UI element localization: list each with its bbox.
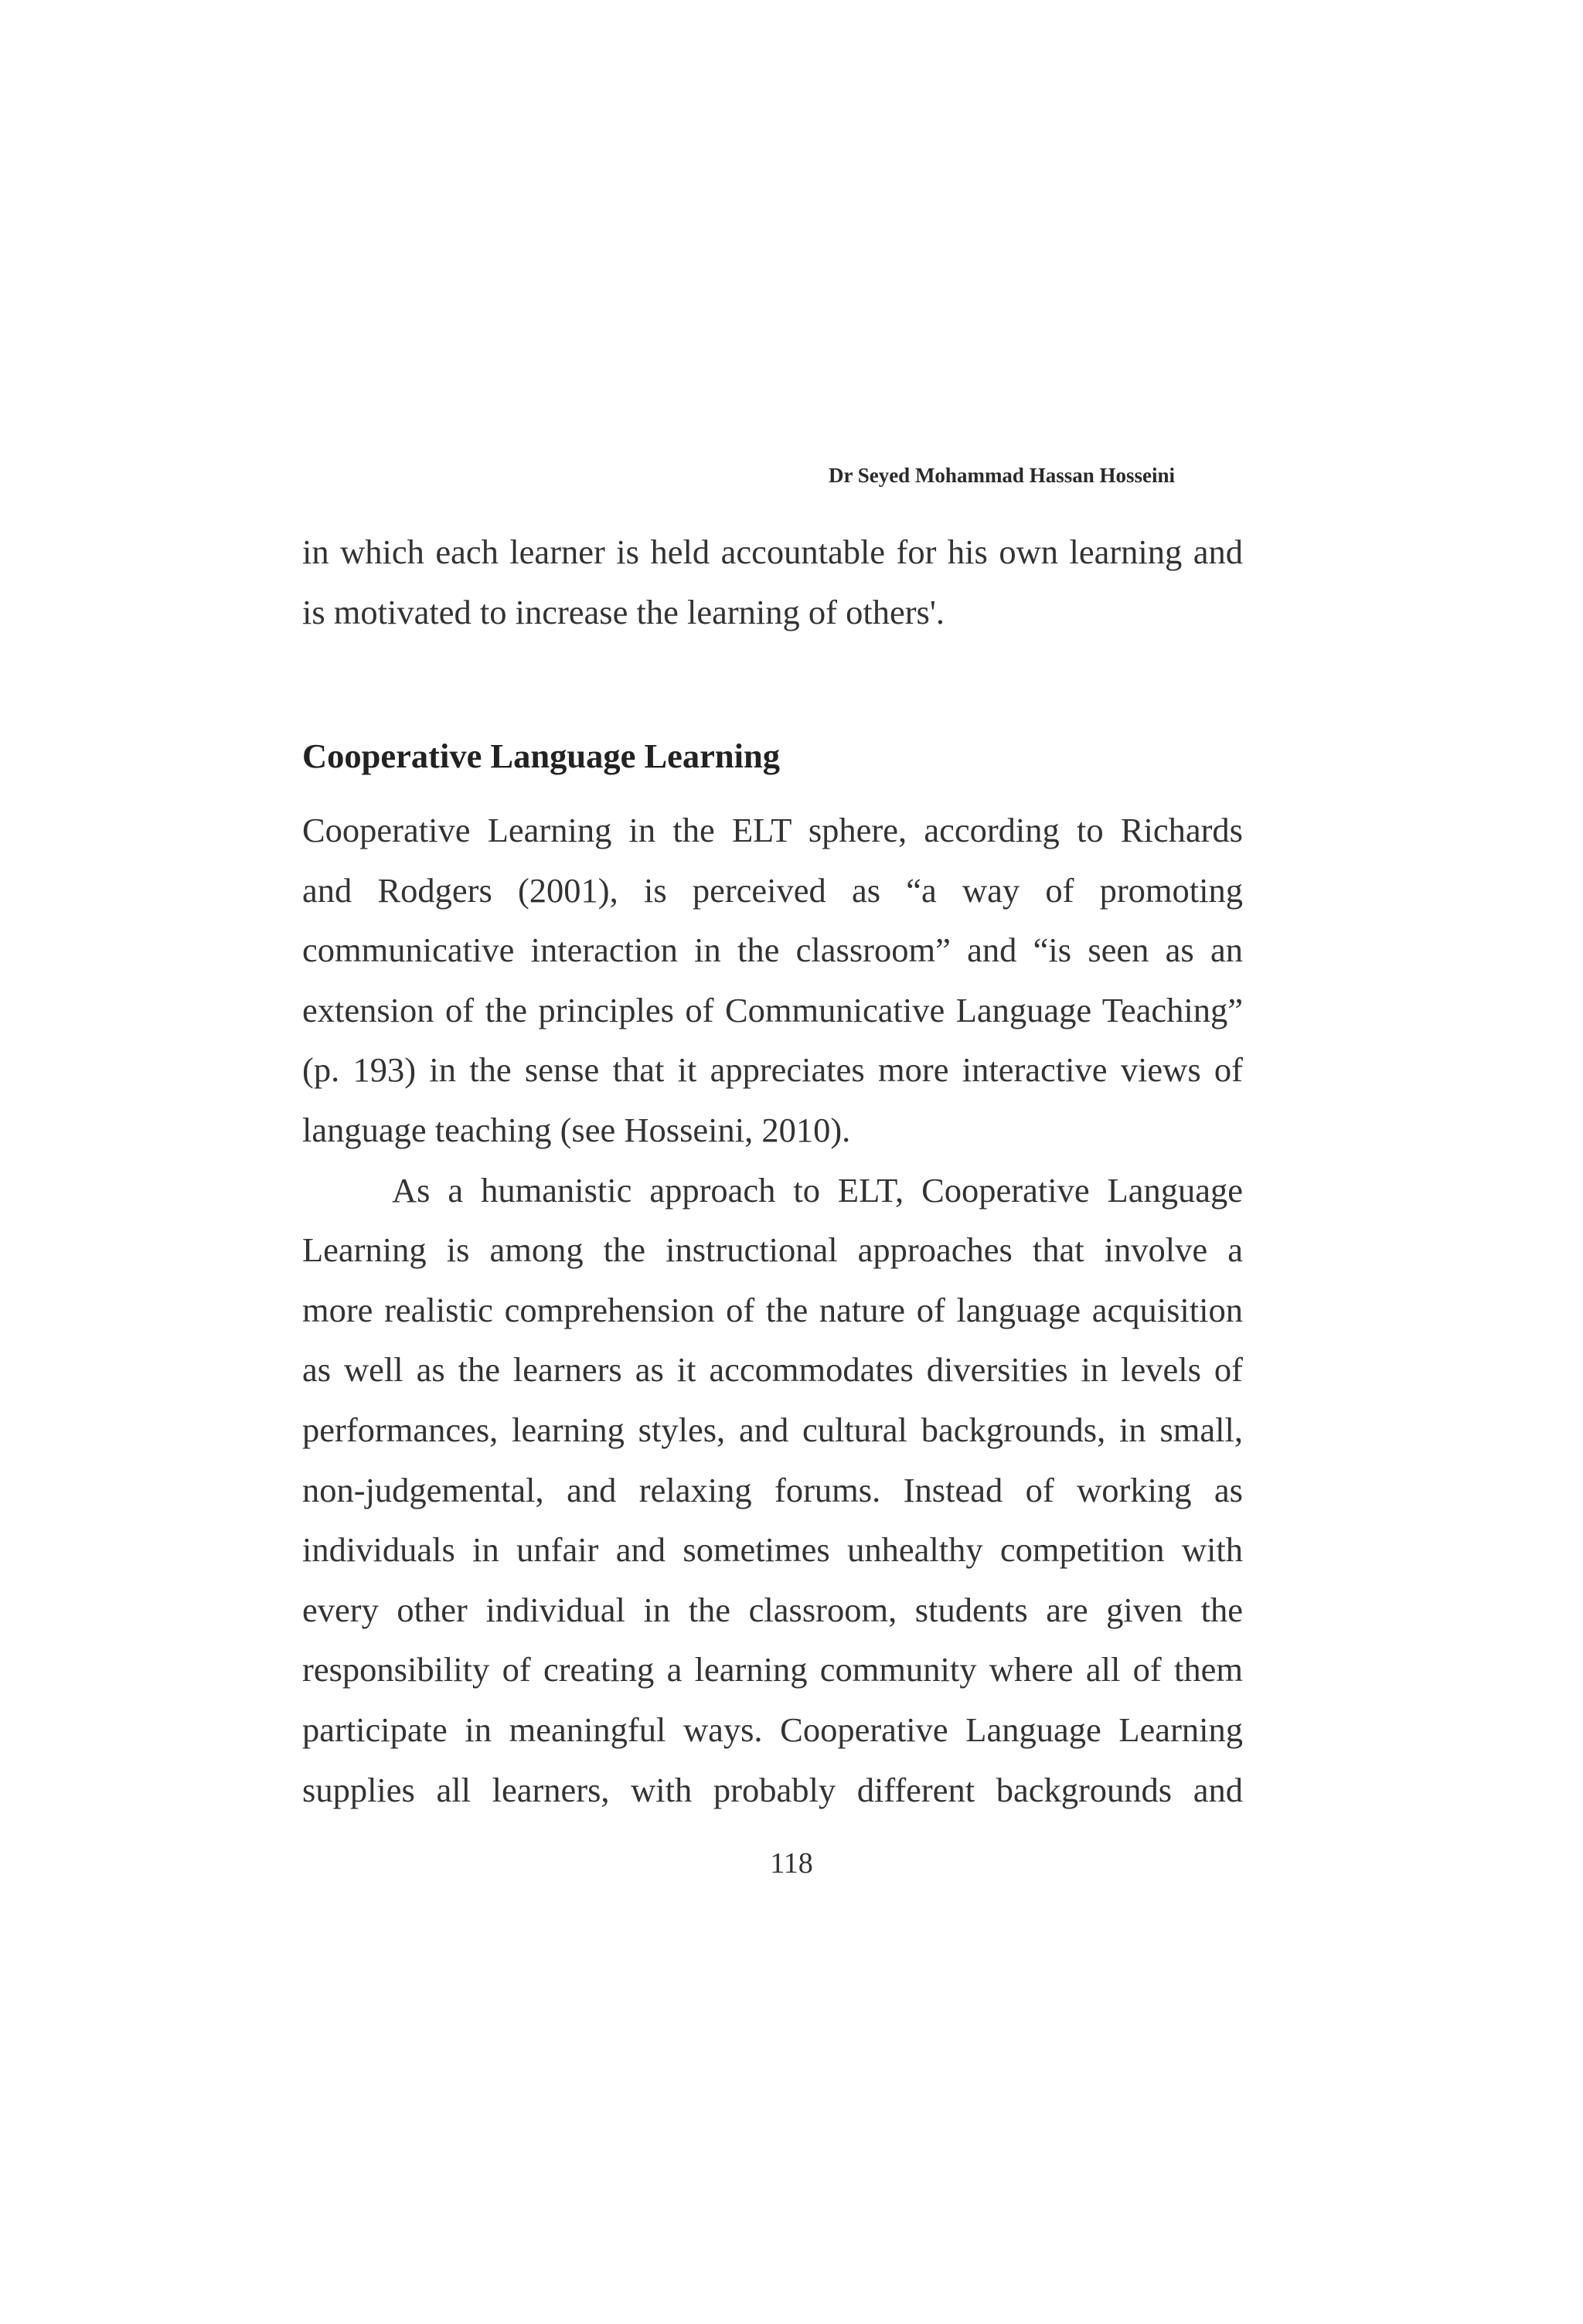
text-line: communicative interaction in the classroom” and “is seen as an	[302, 931, 1243, 970]
text-line: As a humanistic approach to ELT, Cooperative Language	[392, 1170, 1243, 1210]
text-line: participate in meaningful ways. Cooperative Language Learning	[302, 1710, 1243, 1749]
text-line: is motivated to increase the learning of others'.	[302, 592, 945, 631]
text-line: supplies all learners, with probably different backgrounds and	[302, 1770, 1243, 1809]
text-line: (p. 193) in the sense that it appreciates more interactive views of	[302, 1050, 1243, 1090]
text-line: individuals in unfair and sometimes unhealthy competition with	[302, 1530, 1243, 1570]
text-line: extension of the principles of Communicative Language Teaching”	[302, 990, 1243, 1029]
intro-paragraph	[302, 522, 1243, 642]
text-line: more realistic comprehension of the nature of language acquisition	[302, 1290, 1243, 1329]
text-line: as well as the learners as it accommodates diversities in levels of	[302, 1350, 1243, 1390]
running-header-author: Dr Seyed Mohammad Hassan Hosseini	[828, 464, 1175, 487]
section-body	[302, 801, 1243, 1820]
text-line: language teaching (see Hosseini, 2010).	[302, 1110, 851, 1149]
text-line: non-judgemental, and relaxing forums. Instead of working as	[302, 1470, 1243, 1509]
text-line: and Rodgers (2001), is perceived as “a way of promoting	[302, 870, 1243, 910]
text-line: Cooperative Learning in the ELT sphere, according to Richards	[302, 811, 1243, 849]
text-line: performances, learning styles, and cultural backgrounds, in small,	[302, 1410, 1243, 1449]
section-heading: Cooperative Language Learning	[302, 737, 781, 775]
text-line: Learning is among the instructional approaches that involve a	[302, 1230, 1243, 1270]
paragraph-2	[302, 1161, 1243, 1821]
paragraph-1	[302, 801, 1243, 1161]
page-number: 118	[770, 1847, 813, 1880]
text-line: responsibility of creating a learning community where all of them	[302, 1650, 1243, 1689]
text-line: every other individual in the classroom, students are given the	[302, 1590, 1243, 1629]
text-line: in which each learner is held accountable for his own learning and	[302, 533, 1243, 571]
